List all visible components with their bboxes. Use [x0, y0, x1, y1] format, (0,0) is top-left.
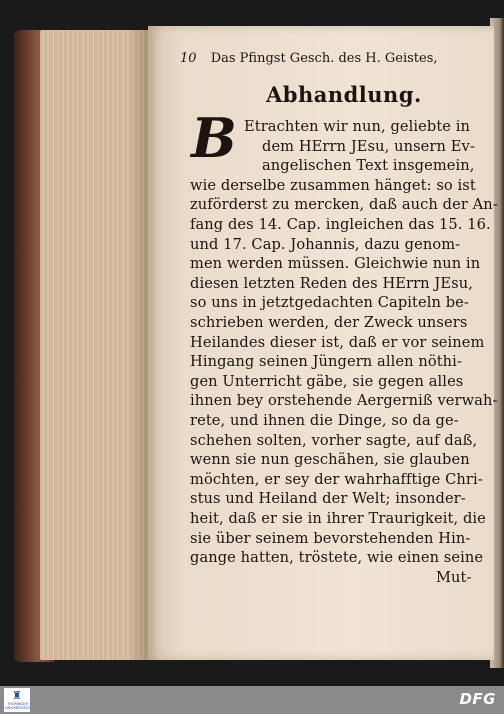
text-line: heit, daß er sie in ihrer Traurigkeit, die [190, 510, 486, 527]
text-line: Hingang seinen Jüngern allen nöthi- [190, 353, 462, 371]
drop-cap-initial: B [191, 106, 237, 170]
section-heading: Abhandlung. [266, 82, 422, 107]
running-header [180, 51, 480, 71]
library-logo[interactable] [4, 688, 30, 712]
text-line: men werden müssen. Gleichwie nun in [190, 255, 481, 273]
text-line: fang des 14. Cap. ingleichen das 15. 16. [190, 216, 491, 233]
dfg-logo[interactable]: DFG [459, 690, 496, 708]
text-line: möchten, er sey der wahrhafftige Chri- [190, 470, 483, 488]
text-line: angelischen Text insgemein, [262, 157, 475, 175]
text-line: schehen solten, vorher sagte, auf daß, [190, 431, 478, 449]
text-line: gange hatten, tröstete, wie einen seine [190, 549, 484, 567]
text-line: Heilandes dieser ist, daß er vor seinem [190, 333, 485, 351]
text-line: stus und Heiland der Welt; insonder- [190, 490, 466, 508]
text-line: so uns in jetztgedachten Capiteln be- [190, 294, 469, 312]
page-number: 10 [180, 51, 197, 66]
library-logo-icon: ♜ [12, 689, 22, 702]
text-line: ihnen bey orstehende Aergerniß verwah- [190, 392, 498, 410]
text-line: wenn sie nun geschähen, sie glauben [190, 451, 470, 469]
text-line: zuförderst zu mercken, daß auch der An- [190, 196, 498, 214]
text-line: diesen letzten Reden des HErrn JEsu, [190, 274, 473, 292]
viewer-footer-bar [0, 686, 504, 714]
text-line: dem HErrn JEsu, unsern Ev- [262, 137, 475, 155]
text-line: Etrachten wir nun, geliebte in [244, 118, 471, 135]
text-line: wie derselbe zusammen hänget: so ist [190, 176, 476, 194]
running-head-text: Das Pfingst Gesch. des H. Geistes, [210, 51, 438, 66]
text-line: rete, und ihnen die Dinge, so da ge- [190, 412, 459, 429]
text-line: gen Unterricht gäbe, sie gegen alles [190, 372, 464, 390]
text-line: schrieben werden, der Zweck unsers [190, 314, 468, 331]
library-logo-text: THÜRINGER UNIVERSITÄTS- [5, 702, 32, 710]
text-line: Mut- [436, 568, 472, 586]
text-line: sie über seinem bevorstehenden Hin- [190, 529, 471, 547]
text-line: und 17. Cap. Johannis, dazu genom- [190, 235, 461, 253]
